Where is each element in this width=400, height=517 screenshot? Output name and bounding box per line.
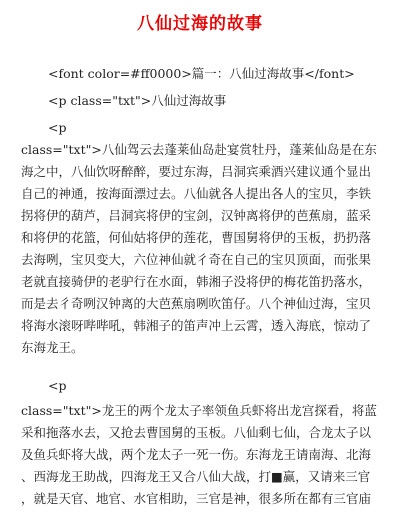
code-p-open-line: <p	[48, 378, 67, 393]
paragraph1-line: 和将伊的花篮，何仙姑将伊的莲花，曹国舅将伊的玉板，扔扔落	[21, 230, 372, 245]
code-p-title-line: <p class="txt">八仙过海故事	[48, 93, 227, 108]
paragraph2-line: class="txt">龙王的两个龙太子率领鱼兵虾将出龙宫探看，将蓝	[21, 403, 377, 418]
paragraph1-line: class="txt">八仙驾云去蓬莱仙岛赴宴赏牡丹，蓬莱仙岛是在东	[21, 142, 377, 157]
paragraph1-line: 老就直接骑伊的老驴行在水面，韩湘子没将伊的梅花笛扔落水，	[21, 274, 372, 289]
paragraph2-line: 、西海龙王助战，四海龙王又合八仙大战，打■赢，又请来三官	[21, 469, 371, 484]
paragraph2-line: 及鱼兵虾将大战，两个龙太子一死一伤。东海龙王请南海、北海	[21, 447, 372, 462]
paragraph1-line: 自己的神通，按海面漂过去。八仙就各人提出各人的宝贝，李铁	[21, 186, 372, 201]
paragraph1-line: 东海龙王。	[21, 340, 84, 355]
paragraph1-line: 拐将伊的葫芦，吕洞宾将伊的宝剑，汉钟离将伊的芭蕉扇，蓝采	[21, 208, 372, 223]
paragraph1-line: 去海咧，宝贝变大，六位神仙就彳奇在自己的宝贝顶面，而张果	[21, 252, 372, 267]
paragraph1-line: 海之中，八仙饮呀醉醉，要过东海，吕洞宾乘酒兴建议通个显出	[21, 164, 372, 179]
code-p-open-line: <p	[48, 120, 67, 135]
page-title: 八仙过海的故事	[137, 14, 263, 34]
paragraph1-line: 将海水滚呀哔哔吼，韩湘子的笛声冲上云霄，透入海底，惊动了	[21, 318, 372, 333]
code-font-line: <font color=#ff0000>篇一：八仙过海故事</font>	[48, 66, 355, 81]
paragraph2-line: ，就是天官、地官、水官相助，三官是神，很多所在都有三官庙	[21, 491, 372, 506]
paragraph2-line: 采和拖落水去，又抢去曹国舅的玉板。八仙剩七仙，合龙太子以	[21, 425, 372, 440]
paragraph1-line: 而是去彳奇咧汉钟离的大芭蕉扇咧吹笛仔。八个神仙过海，宝贝	[21, 296, 372, 311]
